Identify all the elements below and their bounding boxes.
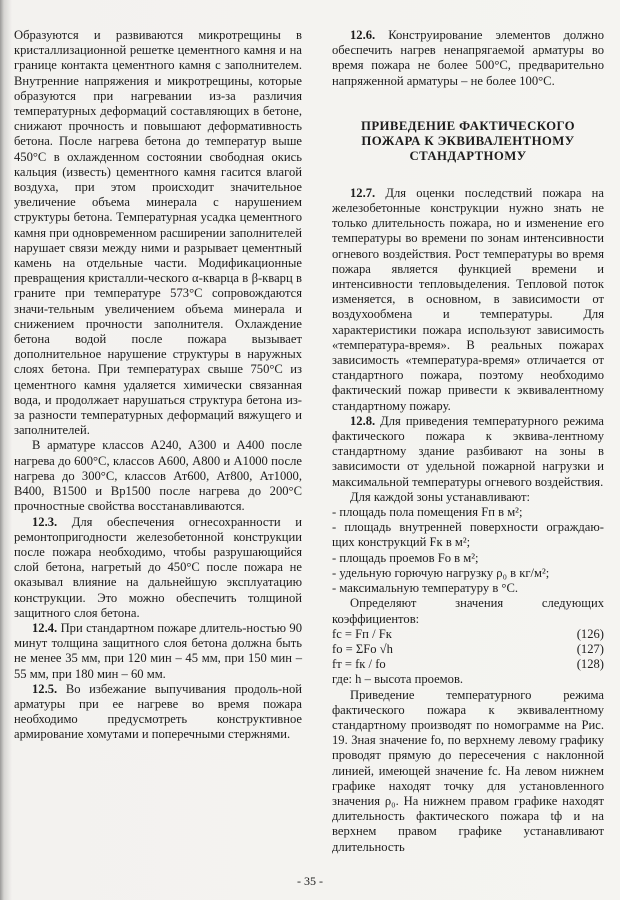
clause-number: 12.8. (350, 413, 376, 428)
formula-number: (128) (576, 657, 604, 672)
clause-text: Конструирование элементов должно обеспечить нагрев ненапрягаемой арматуры во время пожара не более 500°С, предварительно напряженной арматуры – не более 100°С. (332, 28, 605, 88)
formula-number: (127) (576, 641, 604, 656)
formula-128 (332, 657, 604, 672)
clause-text: Для оценки последствий пожара на железобетонные конструкции нужно знать не только длительность пожара, но и изменение его температуры во времени по зонам интенсивности огневого воздействия. Рост температуры во время пожара является функцией времени и интенсивности тепловыделения. Тепловой поток изменяется, в основном, в зависимости от воздухообмена и температуры. Для характеристики пожара используют зависимость «температура-время». В реальных пожарах зависимость «температура-время» отличается от стандартного пожара, поэтому необходимо фактический пожар привести к эквивалентному стандартному пожару. (332, 185, 604, 413)
clause-text: Для обеспечения огнесохранности и ремонтопригодности железобетонной конструкции после пожара необходимо, чтобы разрушающийся слой бетона, нагретый до 450°С после пожара не оказывал влияние на дальнейшую эксплуатацию конструкции. Это можно обеспечить толщиной защитного слоя бетона. (14, 514, 302, 620)
left-paragraph-1: Образуются и развиваются микротрещины в кристаллизационной решетке цементного камня и на границе контакта цементного камня с заполнителем. Внутренние напряжения и микротрещины, которые образуются при нагревании из-за различия температурных деформаций составляющих в бетоне, снижают прочность и повышают деформативность бетона. После нагрева бетона до температур выше 450°С в охлажденном состоянии свободная окись кальция (известь) цементного камня гасится влагой воздуха, при этом происходит значительное увеличение объема минерала с нарушением структуры бетона. Температурная усадка цементного камня при одновременном расширении заполнителей нарушает связи между ними и разрывает цементный камень на отдельные части. Модификационные превращения кристалли-ческого α-кварца в β-кварц в граните при температуре 573°С сопровождаются значи-тельным увеличением объема минерала и снижением прочности заполнителя. Охлаждение бетона водой после пожара вызывает дополнительное нарушение структуры в наружных слоях бетона. При температурах свыше 750°С из цементного камня удаляется химически связанная вода, и продолжает нарушаться структура бетона из-за разности температурных деформаций вяжущего и заполнителей. (14, 28, 302, 438)
formula-number: (126) (576, 626, 604, 641)
formula-expression: fо = ΣFо √h (332, 641, 393, 656)
clause-number: 12.3. (32, 514, 58, 529)
clause-number: 12.7. (350, 185, 376, 200)
formula-126 (332, 627, 604, 642)
left-column (14, 28, 302, 743)
formula-note: где: h – высота проемов. (332, 672, 464, 687)
formula-expression: fт = fк / fо (332, 657, 386, 672)
right-paragraph-5: Определяют значения следующих коэффициентов: (332, 596, 604, 626)
formula-expression: fc = Fп / Fк (332, 626, 392, 641)
clause-text: Во избежание выпучивания продоль-ной арматуры при ее нагреве во время пожара необходимо предусмотреть конструктивное армирование хомутами и поперечными стержнями. (14, 681, 302, 742)
right-paragraph-6: Приведение температурного режима фактического пожара к эквивалентному стандартному производят по номограмме на Рис. 19. Зная значение fо, по верхнему левому графику проводят прямую до пересечения с наклонной линией, имеющей значение fc. На левом нижнем графике находят точку для установленного значения ρ₀. На нижнем правом графике находят длительность фактического пожара tф и на верхнем правом графике устанавливают длительность (332, 687, 604, 854)
section-heading: ПРИВЕДЕНИЕ ФАКТИЧЕСКОГО ПОЖАРА К ЭКВИВАЛЕНТНОМУ СТАНДАРТНОМУ (360, 118, 576, 163)
formula-127 (332, 642, 604, 657)
list-item: - площадь пола помещения Fп в м²; (332, 505, 523, 520)
clause-text: Для приведения температурного режима фактического пожара к эквива-лентному стандартному здание разбивают на зоны в зависимости от удельной пожарной нагрузки и максимальной температуры огневого воздействия. (332, 413, 604, 489)
list-item: - площадь проемов Fо в м²; (332, 550, 479, 565)
right-paragraph-2 (332, 186, 604, 414)
right-paragraph-4: Для каждой зоны устанавливают: (350, 489, 531, 504)
clause-number: 12.6. (350, 28, 376, 42)
left-paragraph-5 (14, 682, 302, 743)
left-paragraph-3 (14, 515, 302, 621)
clause-number: 12.4. (32, 620, 58, 635)
list-item: - максимальную температуру в °С. (332, 581, 518, 596)
page-number: - 35 - (297, 874, 323, 888)
right-column (332, 28, 604, 855)
right-paragraph-3 (332, 414, 604, 490)
list-item: - удельную горючую нагрузку ρ₀ в кг/м²; (332, 565, 550, 580)
right-paragraph-1 (332, 28, 604, 89)
zone-parameter-list (332, 505, 604, 596)
clause-text: При стандартном пожаре длитель-ностью 90 минут толщина защитного слоя бетона должна быть не менее 35 мм, при 120 мин – 45 мм, при 150 мин – 55 мм, при 180 мин – 60 мм. (14, 620, 302, 681)
list-item: - площадь внутренней поверхности ограждаю-щих конструкций Fк в м²; (332, 520, 604, 550)
left-paragraph-4 (14, 621, 302, 682)
clause-number: 12.5. (32, 681, 58, 696)
left-paragraph-2: В арматуре классов А240, А300 и А400 после нагрева до 600°С, классов А600, А800 и А1000 после нагрева до 300°С, классов Ат600, Ат800, Ат1000, В400, В1500 и Вр1500 после нагрева до 200°С прочностные свойства восстанавливаются. (14, 438, 302, 514)
